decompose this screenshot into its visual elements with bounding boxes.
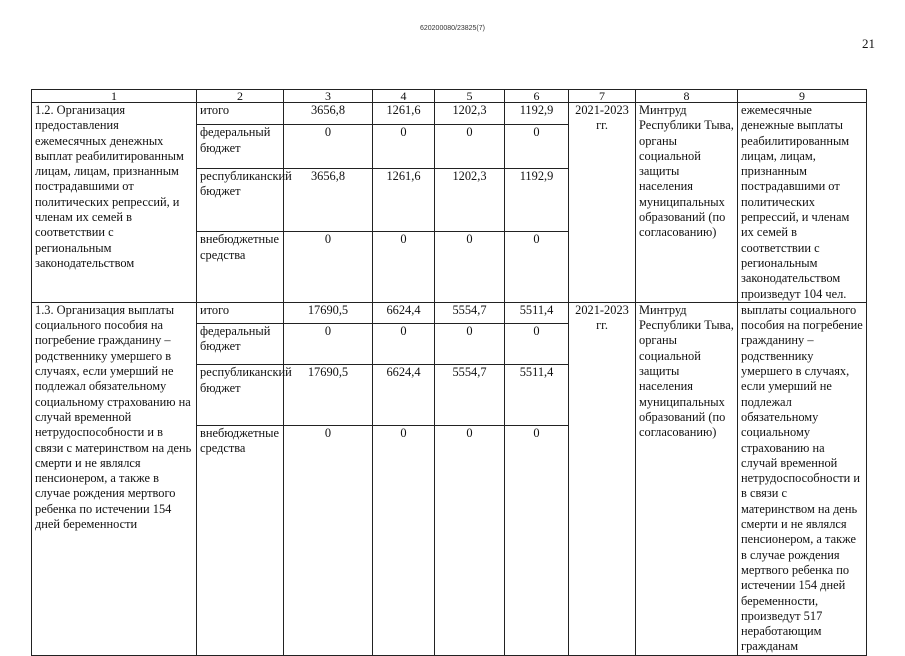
measure-description: 1.3. Организация выплаты социального пособия на погребение гражданину – родственнику умершего в случаях, если умерший не подлежал обязательному социальному страхованию на случай временной нетрудоспособности и в связи с материнством на день смерти и не являлся пенсионером, а также в случае рождения мертвого ребенка по истечении 154 дней беременности — [32, 302, 197, 655]
funding-source: внебюджетные средства — [197, 425, 284, 655]
document-code: 620200080/23825(7) — [419, 25, 485, 32]
table-row — [32, 302, 867, 323]
period: 2021-2023 гг. — [569, 103, 636, 303]
value-col4: 6624,4 — [373, 365, 435, 425]
value-col6: 1192,9 — [505, 103, 569, 125]
value-col6: 0 — [505, 125, 569, 169]
value-col6: 5511,4 — [505, 302, 569, 323]
value-col5: 1202,3 — [435, 169, 505, 232]
col-header-6: 6 — [505, 90, 569, 103]
expected-result: ежемесячные денежные выплаты реабилитированным лицам, лицам, признанным пострадавшими от политических репрессий, и членам их семей в соответствии с региональным законодательством произведут 104 чел. — [738, 103, 867, 303]
value-col4: 0 — [373, 425, 435, 655]
page-number: 21 — [862, 36, 875, 51]
funding-source: внебюджетные средства — [197, 232, 284, 302]
value-col5: 5554,7 — [435, 365, 505, 425]
executor: Минтруд Республики Тыва, органы социальной защиты населения муниципальных образований (по согласованию) — [636, 103, 738, 303]
value-col5: 0 — [435, 425, 505, 655]
measure-description: 1.2. Организация предоставления ежемесячных денежных выплат реабилитированным лицам, лицам, признанным пострадавшими от политических репрессий, и членам их семей в соответствии с региональным законодательством — [32, 103, 197, 303]
col-header-5: 5 — [435, 90, 505, 103]
funding-source: республиканский бюджет — [197, 365, 284, 425]
col-header-3: 3 — [284, 90, 373, 103]
value-col5: 1202,3 — [435, 103, 505, 125]
value-col3: 0 — [284, 232, 373, 302]
col-header-8: 8 — [636, 90, 738, 103]
value-col3: 0 — [284, 324, 373, 365]
value-col6: 5511,4 — [505, 365, 569, 425]
value-col3: 3656,8 — [284, 103, 373, 125]
value-col4: 1261,6 — [373, 103, 435, 125]
value-col3: 0 — [284, 125, 373, 169]
value-col5: 0 — [435, 232, 505, 302]
value-col4: 1261,6 — [373, 169, 435, 232]
value-col4: 0 — [373, 232, 435, 302]
executor: Минтруд Республики Тыва, органы социальной защиты населения муниципальных образований (по согласованию) — [636, 302, 738, 655]
col-header-7: 7 — [569, 90, 636, 103]
col-header-2: 2 — [197, 90, 284, 103]
value-col5: 0 — [435, 125, 505, 169]
table-row — [32, 103, 867, 125]
funding-source: федеральный бюджет — [197, 125, 284, 169]
value-col4: 0 — [373, 324, 435, 365]
value-col6: 0 — [505, 425, 569, 655]
funding-source: итого — [197, 103, 284, 125]
value-col3: 3656,8 — [284, 169, 373, 232]
value-col4: 0 — [373, 125, 435, 169]
value-col6: 1192,9 — [505, 169, 569, 232]
col-header-1: 1 — [32, 90, 197, 103]
funding-source: итого — [197, 302, 284, 323]
value-col3: 17690,5 — [284, 365, 373, 425]
funding-source: федеральный бюджет — [197, 324, 284, 365]
expected-result: выплаты социального пособия на погребение гражданину – родственнику умершего в случаях, если умерший не подлежал обязательному социальному страхованию на случай временной нетрудоспособности и в связи с материнством на день смерти и не являлся пенсионером, а также в случае рождения мертвого ребенка по истечении 154 дней беременности, произведут 517 неработающим гражданам — [738, 302, 867, 655]
col-header-4: 4 — [373, 90, 435, 103]
funding-source: республиканский бюджет — [197, 169, 284, 232]
col-header-9: 9 — [738, 90, 867, 103]
value-col3: 17690,5 — [284, 302, 373, 323]
period: 2021-2023 гг. — [569, 302, 636, 655]
value-col6: 0 — [505, 232, 569, 302]
value-col5: 5554,7 — [435, 302, 505, 323]
value-col4: 6624,4 — [373, 302, 435, 323]
value-col3: 0 — [284, 425, 373, 655]
value-col6: 0 — [505, 324, 569, 365]
column-header-row — [32, 90, 867, 103]
value-col5: 0 — [435, 324, 505, 365]
program-table — [31, 89, 867, 656]
